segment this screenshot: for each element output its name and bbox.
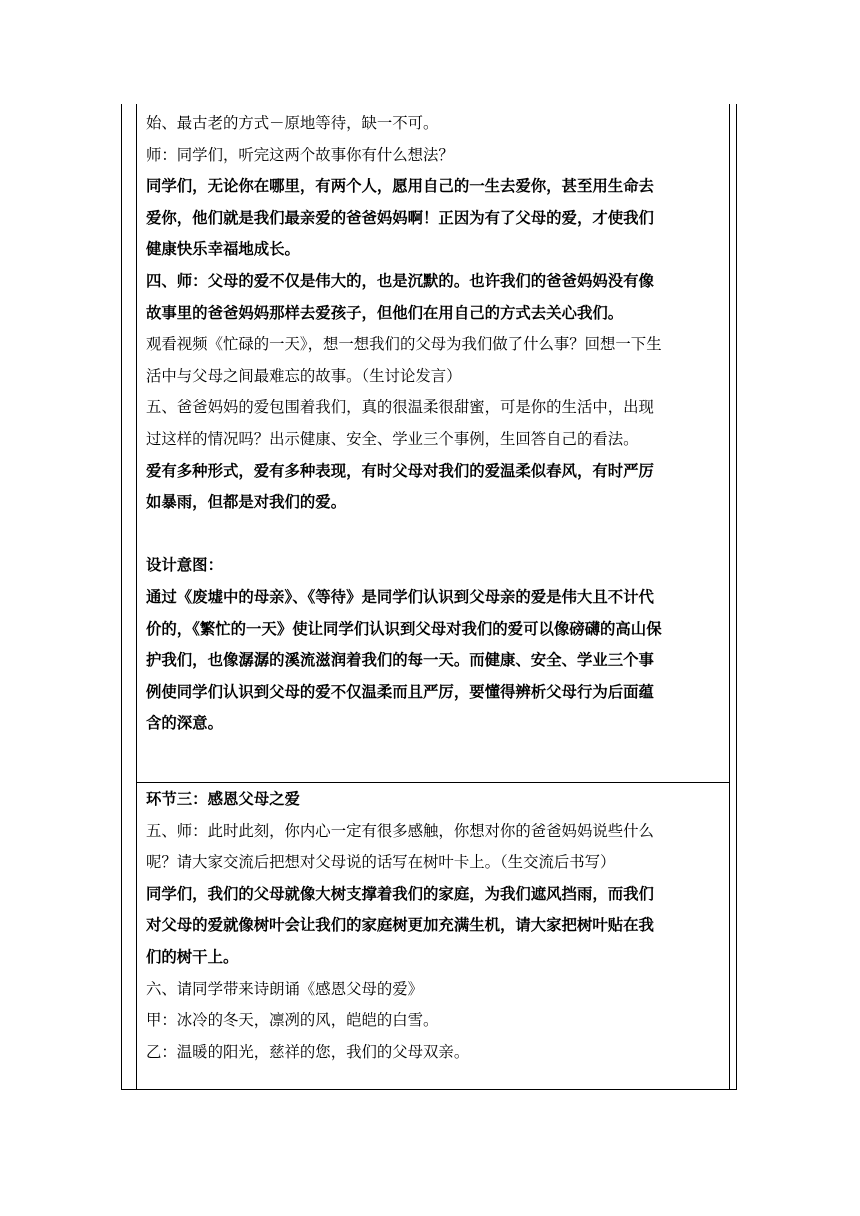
- text-line: 们的树干上。: [146, 947, 239, 966]
- design-intent-line: 含的深意。: [146, 714, 223, 733]
- blank-line: [146, 519, 722, 551]
- text-line: 活中与父母之间最难忘的故事。（生讨论发言）: [146, 366, 462, 385]
- table-inner-left-border: [136, 104, 137, 1089]
- text-line: 故事里的爸爸妈妈那样去爱孩子，但他们在用自己的方式去关心我们。: [146, 303, 624, 322]
- activity-cell: [146, 108, 722, 740]
- text-line: 五、师：此时此刻，你内心一定有很多感触，你想对你的爸爸妈妈说些什么: [146, 821, 654, 840]
- text-line: 过这样的情况吗？出示健康、安全、学业三个事例，生回答自己的看法。: [146, 429, 639, 448]
- text-line: 乙：温暖的阳光，慈祥的您，我们的父母双亲。: [146, 1042, 470, 1061]
- text-line: 同学们，我们的父母就像大树支撑着我们的家庭，为我们遮风挡雨，而我们: [146, 884, 654, 903]
- text-line: 呢？请大家交流后把想对父母说的话写在树叶卡上。（生交流后书写）: [146, 853, 616, 872]
- design-intent-line: 护我们，也像潺潺的溪流滋润着我们的每一天。而健康、安全、学业三个事: [146, 651, 654, 670]
- text-line: 五、爸爸妈妈的爱包围着我们，真的很温柔很甜蜜，可是你的生活中，出现: [146, 398, 654, 417]
- text-line: 健康快乐幸福地成长。: [146, 240, 300, 259]
- design-intent-heading: 设计意图：: [146, 556, 223, 575]
- text-line: 爱你，他们就是我们最亲爱的爸爸妈妈啊！正因为有了父母的爱，才使我们: [146, 208, 654, 227]
- text-line: 六、请同学带来诗朗诵《感恩父母的爱》: [146, 979, 424, 998]
- gratitude-cell: [146, 784, 722, 1068]
- text-line: 对父母的爱就像树叶会让我们的家庭树更加充满生机，请大家把树叶贴在我: [146, 916, 654, 935]
- design-intent-line: 例使同学们认识到父母的爱不仅温柔而且严厉，要懂得辨析父母行为后面蕴: [146, 682, 654, 701]
- text-line: 师：同学们，听完这两个故事你有什么想法？: [146, 145, 454, 164]
- text-line: 甲：冰冷的冬天，凛冽的风，皑皑的白雪。: [146, 1011, 439, 1030]
- design-intent-line: 通过《废墟中的母亲》、《等待》是同学们认识到父母亲的爱是伟大且不计代: [146, 587, 654, 606]
- design-intent-line: 价的，《繁忙的一天》使让同学们认识到父母对我们的爱可以像磅礴的高山保: [146, 619, 662, 638]
- table-row-divider: [136, 782, 730, 783]
- lesson-plan-table: [121, 104, 737, 1090]
- text-line: 始、最古老的方式－原地等待，缺一不可。: [146, 114, 439, 132]
- text-line: 同学们，无论你在哪里，有两个人，愿用自己的一生去爱你，甚至用生命去: [146, 177, 654, 196]
- table-inner-right-border: [729, 104, 730, 1089]
- section-heading: 环节三：感恩父母之爱: [146, 790, 300, 808]
- text-line: 如暴雨，但都是对我们的爱。: [146, 493, 347, 512]
- text-line: 爱有多种形式，爱有多种表现，有时父母对我们的爱温柔似春风，有时严厉: [146, 461, 654, 480]
- text-line: 四、师：父母的爱不仅是伟大的，也是沉默的。也许我们的爸爸妈妈没有像: [146, 271, 654, 290]
- text-line: 观看视频《忙碌的一天》，想一想我们的父母为我们做了什么事？回想一下生: [146, 335, 662, 354]
